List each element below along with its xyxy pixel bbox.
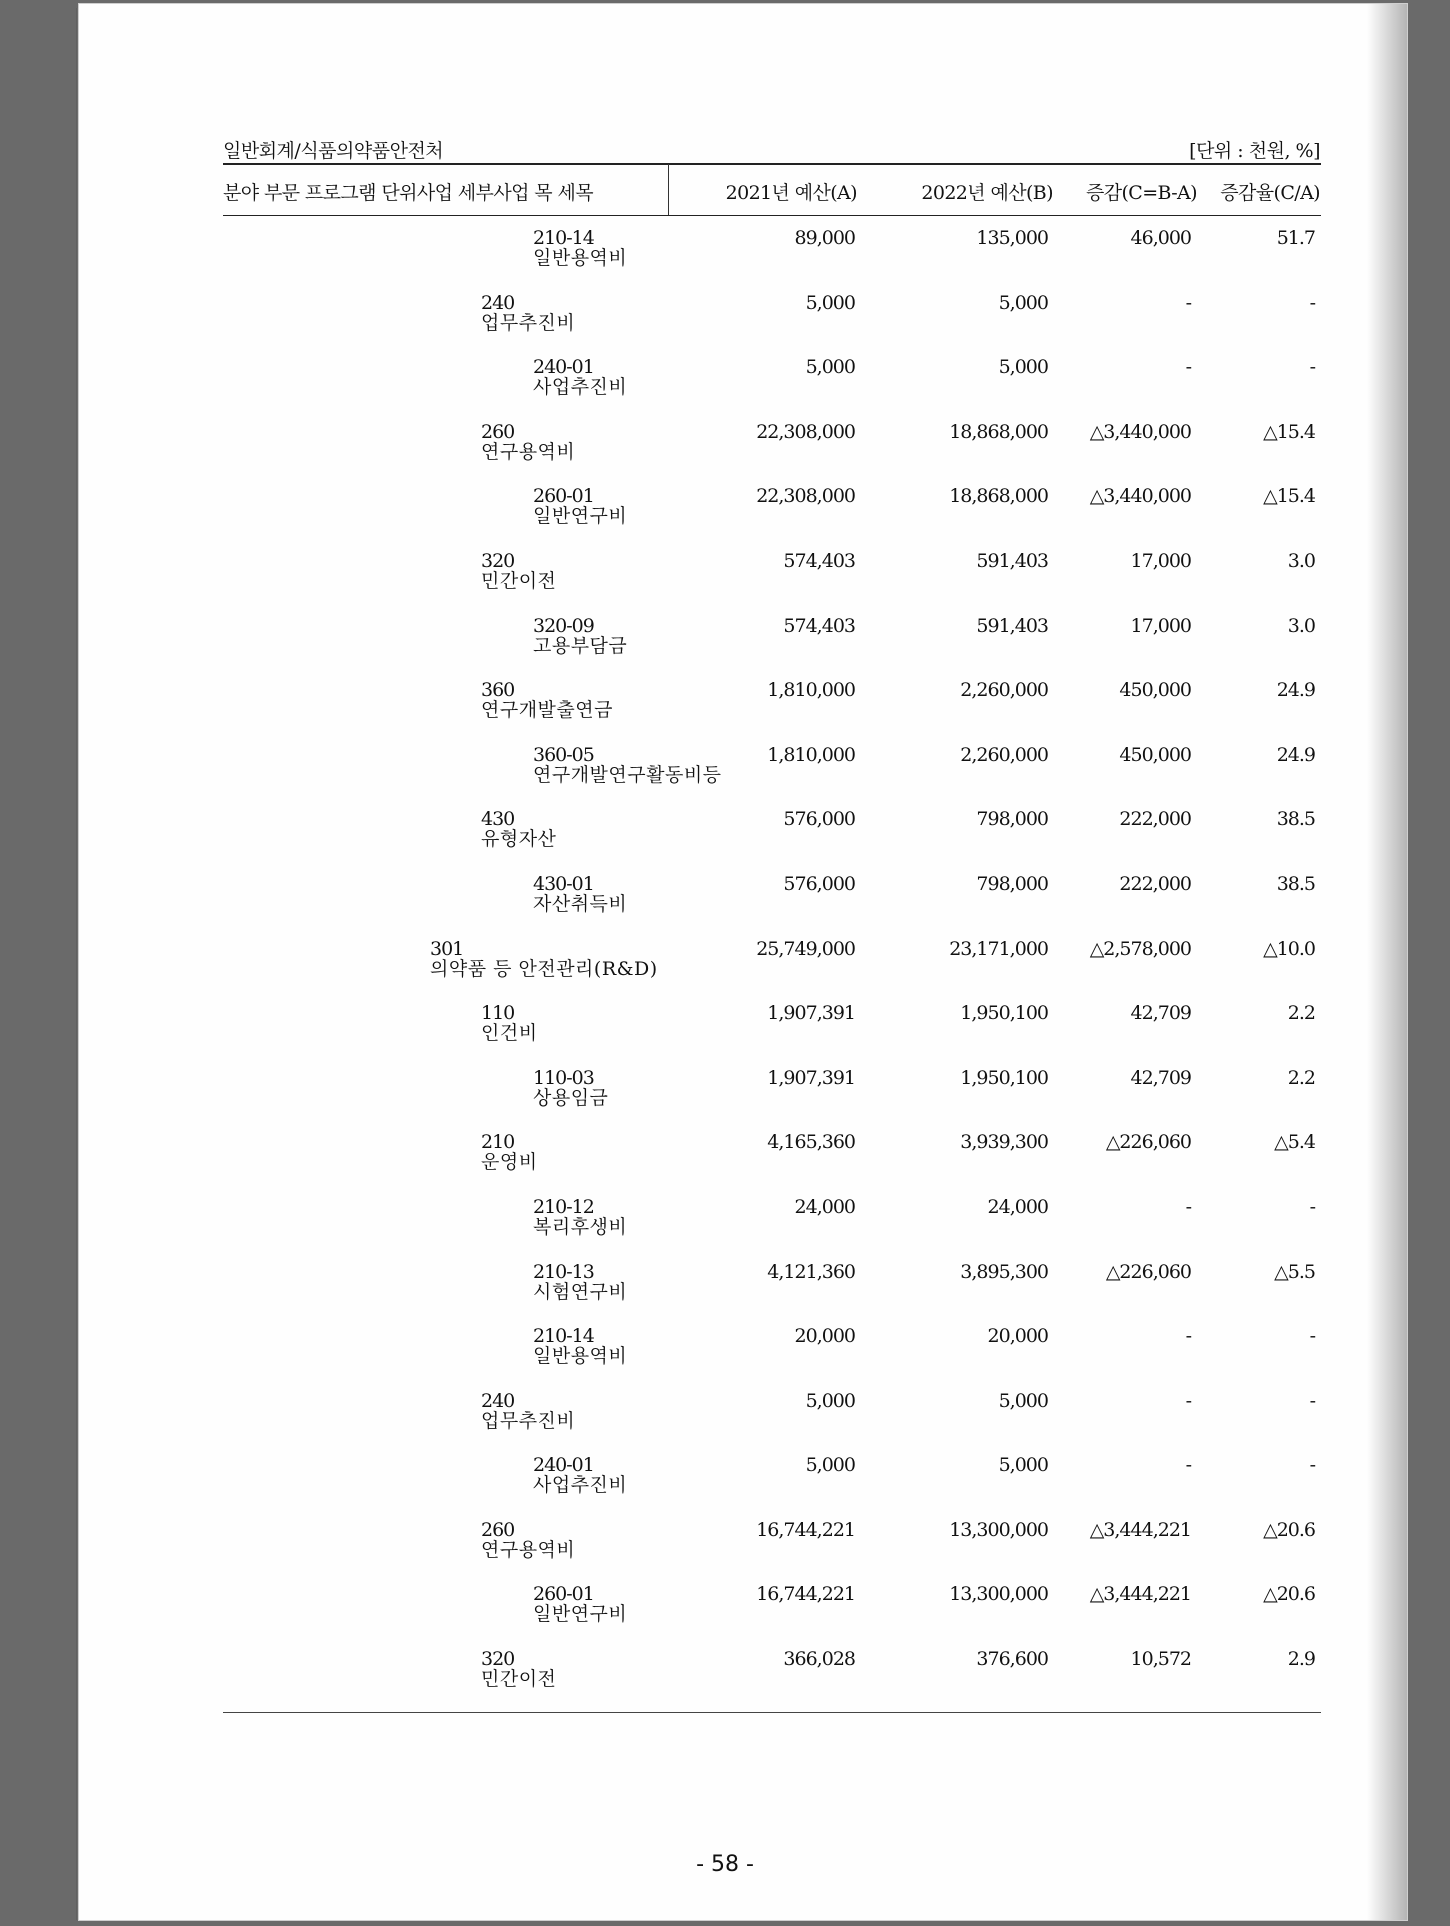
item-code: 260 <box>481 420 515 443</box>
budget-2021-value: 576,000 <box>783 872 855 895</box>
change-value: - <box>1185 291 1191 314</box>
budget-2022-value: 13,300,000 <box>949 1583 1048 1606</box>
change-rate-value: 3.0 <box>1287 614 1315 637</box>
budget-2022-value: 3,939,300 <box>960 1131 1048 1154</box>
budget-2021-value: 5,000 <box>805 1389 855 1412</box>
table-row <box>0 1197 1450 1262</box>
table-row <box>0 745 1450 810</box>
change-rate-value: - <box>1309 1389 1315 1412</box>
item-code: 320 <box>481 549 515 572</box>
budget-2021-value: 25,749,000 <box>756 937 855 960</box>
budget-2021-value: 366,028 <box>783 1648 855 1671</box>
budget-2021-value: 89,000 <box>794 227 855 249</box>
change-value: △226,060 <box>1105 1131 1191 1154</box>
change-rate-value: △15.4 <box>1263 420 1315 443</box>
change-value: 222,000 <box>1119 872 1191 895</box>
column-header-change-rate: 증감율(C/A) <box>1220 182 1320 204</box>
item-name: 고용부담금 <box>533 634 628 657</box>
item-code: 210-13 <box>533 1260 594 1283</box>
item-code: 210 <box>481 1131 515 1154</box>
change-value: △3,444,221 <box>1089 1583 1191 1606</box>
change-rate-value: △20.6 <box>1263 1583 1315 1606</box>
budget-2022-value: 2,260,000 <box>960 679 1048 702</box>
item-code: 360-05 <box>533 743 594 766</box>
budget-2021-value: 4,165,360 <box>767 1131 855 1154</box>
change-value: - <box>1185 1325 1191 1348</box>
change-value: - <box>1185 356 1191 379</box>
budget-2021-value: 1,907,391 <box>767 1066 855 1089</box>
budget-2021-value: 1,810,000 <box>767 679 855 702</box>
budget-table-body <box>0 228 1450 1714</box>
change-value: 17,000 <box>1130 614 1191 637</box>
budget-2021-value: 5,000 <box>805 291 855 314</box>
change-value: - <box>1185 1454 1191 1477</box>
item-code: 320 <box>481 1648 515 1671</box>
item-name: 상용임금 <box>533 1086 609 1109</box>
change-rate-value: - <box>1309 1325 1315 1348</box>
table-row <box>0 616 1450 681</box>
change-value: 17,000 <box>1130 549 1191 572</box>
item-name: 업무추진비 <box>481 311 576 334</box>
item-code: 430-01 <box>533 872 594 895</box>
budget-2022-value: 5,000 <box>998 356 1048 379</box>
item-code: 240 <box>481 1389 515 1412</box>
budget-2021-value: 574,403 <box>783 614 855 637</box>
change-value: 222,000 <box>1119 808 1191 831</box>
item-name: 인건비 <box>481 1022 538 1045</box>
change-value: 42,709 <box>1130 1002 1191 1025</box>
item-name: 일반연구비 <box>533 1603 628 1626</box>
item-name: 복리후생비 <box>533 1215 628 1238</box>
table-row <box>0 1132 1450 1197</box>
item-name: 일반용역비 <box>533 1345 628 1368</box>
item-name: 일반연구비 <box>533 505 628 528</box>
budget-2021-value: 24,000 <box>794 1195 855 1218</box>
budget-2022-value: 1,950,100 <box>960 1002 1048 1025</box>
item-code: 320-09 <box>533 614 594 637</box>
budget-2021-value: 22,308,000 <box>756 485 855 508</box>
change-rate-value: - <box>1309 356 1315 379</box>
change-rate-value: - <box>1309 1195 1315 1218</box>
change-value: △3,440,000 <box>1089 485 1191 508</box>
change-rate-value: 3.0 <box>1287 549 1315 572</box>
table-row <box>0 809 1450 874</box>
budget-2022-value: 591,403 <box>976 614 1048 637</box>
item-code: 260-01 <box>533 1583 594 1606</box>
change-rate-value: 51.7 <box>1276 227 1315 249</box>
item-name: 연구개발연구활동비등 <box>533 763 722 786</box>
change-rate-value: △5.4 <box>1274 1131 1315 1154</box>
column-header-2021: 2021년 예산(A) <box>725 182 857 204</box>
budget-2022-value: 23,171,000 <box>949 937 1048 960</box>
header-column-separator <box>668 164 669 215</box>
item-code: 110-03 <box>533 1066 594 1089</box>
table-bottom-rule <box>223 1712 1321 1713</box>
budget-2022-value: 798,000 <box>976 808 1048 831</box>
item-code: 210-12 <box>533 1195 594 1218</box>
item-code: 301 <box>430 937 464 960</box>
budget-2022-value: 3,895,300 <box>960 1260 1048 1283</box>
item-name: 자산취득비 <box>533 892 628 915</box>
table-row <box>0 1003 1450 1068</box>
table-row <box>0 1068 1450 1133</box>
change-rate-value: 24.9 <box>1276 679 1315 702</box>
table-row <box>0 422 1450 487</box>
item-name: 연구용역비 <box>481 1538 576 1561</box>
budget-2022-value: 5,000 <box>998 1454 1048 1477</box>
budget-2022-value: 5,000 <box>998 1389 1048 1412</box>
item-name: 운영비 <box>481 1151 538 1174</box>
budget-2022-value: 13,300,000 <box>949 1518 1048 1541</box>
change-rate-value: △20.6 <box>1263 1518 1315 1541</box>
column-header-change: 증감(C=B-A) <box>1085 182 1197 204</box>
change-value: △2,578,000 <box>1089 937 1191 960</box>
column-header-hierarchy: 분야 부문 프로그램 단위사업 세부사업 목 세목 <box>223 182 593 204</box>
budget-2022-value: 5,000 <box>998 291 1048 314</box>
table-row <box>0 874 1450 939</box>
item-code: 360 <box>481 679 515 702</box>
table-row <box>0 1326 1450 1391</box>
item-code: 210-14 <box>533 227 594 249</box>
budget-2021-value: 22,308,000 <box>756 420 855 443</box>
account-title: 일반회계/식품의약품안전처 <box>223 140 444 162</box>
change-rate-value: - <box>1309 291 1315 314</box>
change-rate-value: 2.9 <box>1287 1648 1315 1671</box>
item-name: 시험연구비 <box>533 1280 628 1303</box>
item-name: 민간이전 <box>481 1668 557 1691</box>
table-row <box>0 1455 1450 1520</box>
table-row <box>0 357 1450 422</box>
item-name: 일반용역비 <box>533 247 628 269</box>
budget-2022-value: 2,260,000 <box>960 743 1048 766</box>
item-code: 210-14 <box>533 1325 594 1348</box>
budget-2021-value: 4,121,360 <box>767 1260 855 1283</box>
table-row <box>0 680 1450 745</box>
change-value: 10,572 <box>1130 1648 1191 1671</box>
change-rate-value: 24.9 <box>1276 743 1315 766</box>
table-row <box>0 293 1450 358</box>
budget-2021-value: 5,000 <box>805 356 855 379</box>
budget-2022-value: 20,000 <box>987 1325 1048 1348</box>
change-value: 450,000 <box>1119 679 1191 702</box>
item-code: 110 <box>481 1002 515 1025</box>
item-code: 430 <box>481 808 515 831</box>
budget-2021-value: 574,403 <box>783 549 855 572</box>
page-number: - 58 - <box>696 1852 754 1877</box>
budget-2021-value: 16,744,221 <box>756 1518 855 1541</box>
item-code: 240-01 <box>533 1454 594 1477</box>
budget-2022-value: 376,600 <box>976 1648 1048 1671</box>
table-row <box>0 1520 1450 1585</box>
table-row <box>0 1649 1450 1714</box>
table-top-rule <box>223 163 1321 165</box>
change-rate-value: △15.4 <box>1263 485 1315 508</box>
budget-2022-value: 18,868,000 <box>949 485 1048 508</box>
unit-label: [단위 : 천원, %] <box>1189 140 1320 162</box>
budget-2021-value: 1,810,000 <box>767 743 855 766</box>
change-rate-value: - <box>1309 1454 1315 1477</box>
item-name: 연구개발출연금 <box>481 699 613 722</box>
item-name: 연구용역비 <box>481 440 576 463</box>
change-rate-value: △5.5 <box>1274 1260 1315 1283</box>
budget-2021-value: 16,744,221 <box>756 1583 855 1606</box>
change-value: △3,444,221 <box>1089 1518 1191 1541</box>
budget-2021-value: 1,907,391 <box>767 1002 855 1025</box>
change-value: △3,440,000 <box>1089 420 1191 443</box>
table-row <box>0 1262 1450 1327</box>
change-value: 42,709 <box>1130 1066 1191 1089</box>
budget-2021-value: 576,000 <box>783 808 855 831</box>
table-row <box>0 551 1450 616</box>
change-rate-value: 2.2 <box>1287 1066 1315 1089</box>
item-name: 유형자산 <box>481 828 557 851</box>
change-value: 46,000 <box>1130 227 1191 249</box>
change-rate-value: 2.2 <box>1287 1002 1315 1025</box>
change-value: △226,060 <box>1105 1260 1191 1283</box>
change-value: - <box>1185 1389 1191 1412</box>
table-row <box>0 939 1450 1004</box>
budget-2022-value: 798,000 <box>976 872 1048 895</box>
budget-2021-value: 5,000 <box>805 1454 855 1477</box>
item-name: 업무추진비 <box>481 1409 576 1432</box>
item-name: 사업추진비 <box>533 1474 628 1497</box>
change-rate-value: 38.5 <box>1276 808 1315 831</box>
change-value: 450,000 <box>1119 743 1191 766</box>
change-rate-value: △10.0 <box>1263 937 1315 960</box>
item-name: 사업추진비 <box>533 376 628 399</box>
budget-2022-value: 18,868,000 <box>949 420 1048 443</box>
column-header-2022: 2022년 예산(B) <box>921 182 1053 204</box>
change-value: - <box>1185 1195 1191 1218</box>
item-code: 260-01 <box>533 485 594 508</box>
table-row <box>0 228 1450 293</box>
budget-2022-value: 24,000 <box>987 1195 1048 1218</box>
table-row <box>0 1584 1450 1649</box>
budget-2022-value: 1,950,100 <box>960 1066 1048 1089</box>
item-code: 240-01 <box>533 356 594 379</box>
item-code: 240 <box>481 291 515 314</box>
change-rate-value: 38.5 <box>1276 872 1315 895</box>
item-code: 260 <box>481 1518 515 1541</box>
item-name: 민간이전 <box>481 569 557 592</box>
table-row <box>0 486 1450 551</box>
table-row <box>0 1391 1450 1456</box>
table-header-rule <box>223 215 1321 216</box>
budget-2021-value: 20,000 <box>794 1325 855 1348</box>
budget-2022-value: 135,000 <box>976 227 1048 249</box>
item-name: 의약품 등 안전관리(R&D) <box>430 957 658 980</box>
budget-2022-value: 591,403 <box>976 549 1048 572</box>
